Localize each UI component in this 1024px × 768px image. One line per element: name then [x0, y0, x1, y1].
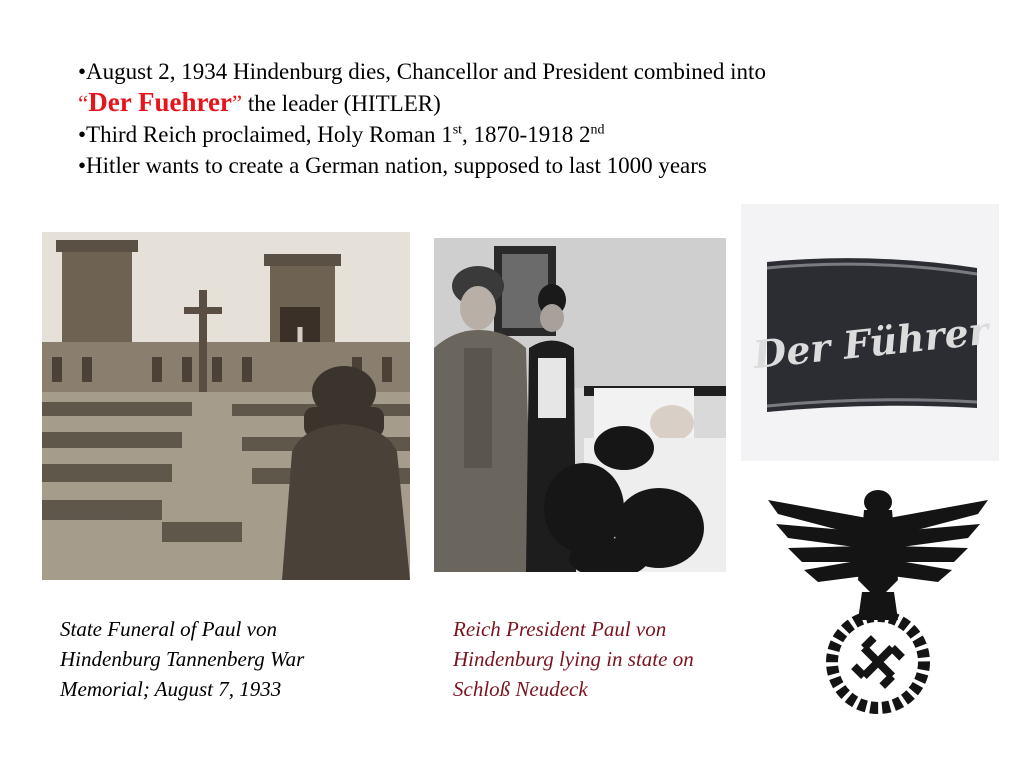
bullet-der-fuehrer — [78, 87, 978, 119]
funeral-caption: State Funeral of Paul von Hindenburg Tannenberg War Memorial; August 7, 1933 — [60, 617, 305, 701]
bullet-german-nation — [78, 150, 978, 181]
lying-in-state-photo — [434, 238, 726, 572]
funeral-photo — [42, 232, 410, 580]
bullet-text: , 1870-1918 2 — [462, 122, 591, 147]
bullet-text: •Third Reich proclaimed, Holy Roman 1 — [78, 122, 453, 147]
open-quote: “ — [78, 91, 89, 116]
armband-photo — [741, 204, 999, 461]
bullet-text: the leader (HITLER) — [242, 91, 441, 116]
armband-text: Der Führer — [751, 307, 991, 378]
der-fuehrer-term: Der Fuehrer — [88, 87, 232, 117]
superscript: st — [452, 122, 463, 138]
lying-in-state-caption: Reich President Paul von Hindenburg lying in state on Schloß Neudeck — [453, 617, 694, 701]
bullet-hindenburg-dies — [78, 56, 978, 87]
superscript: nd — [590, 122, 605, 138]
bullet-text: •Hitler wants to create a German nation, supposed to last 1000 years — [78, 153, 707, 178]
close-quote: ” — [231, 91, 243, 116]
bullet-text: •August 2, 1934 Hindenburg dies, Chancellor and President combined into — [78, 59, 766, 84]
bullet-third-reich — [78, 119, 978, 150]
eagle-emblem — [758, 480, 998, 715]
bullet-list — [78, 56, 978, 181]
